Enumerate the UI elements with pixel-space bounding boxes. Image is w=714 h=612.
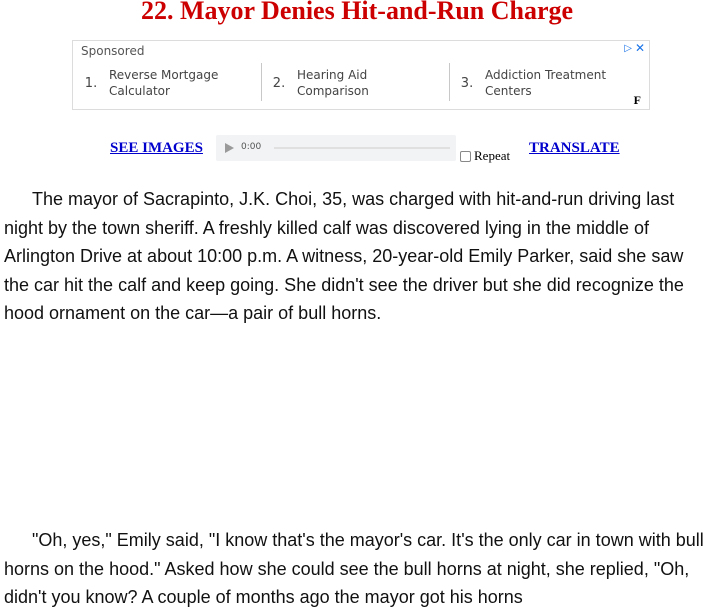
ad-item-number: 2. (272, 75, 286, 91)
sponsored-ad-panel (72, 40, 650, 110)
audio-player[interactable] (216, 135, 456, 161)
translate-link[interactable]: TRANSLATE (529, 140, 620, 156)
ad-item-number: 1. (84, 75, 98, 91)
article-paragraph: "Oh, yes," Emily said, "I know that's the mayor's car. It's the only car in town with bull horns on the hood." Asked how she could see the bull horns at night, she replied, "Oh, didn't you know? A couple of months ago the mayor got his horns (4, 530, 704, 607)
ad-item-label[interactable]: Hearing Aid Comparison (297, 68, 369, 98)
ad-item-number: 3. (460, 75, 474, 91)
close-icon[interactable]: ✕ (634, 41, 645, 55)
ad-item-label[interactable]: Addiction Treatment Centers (485, 68, 607, 98)
ad-item-label[interactable]: Reverse Mortgage Calculator (109, 68, 219, 98)
article-paragraph: The mayor of Sacrapinto, J.K. Choi, 35, was charged with hit-and-run driving last night by the town sheriff. A freshly killed calf was discovered lying in the middle of Arlington Drive at about 10:00 p.m. A witness, 20-year-old Emily Parker, said she saw the car hit the calf and keep going. She didn't see the driver but she did recognize the hood ornament on the car—a pair of bull horns. (4, 189, 684, 323)
article-title: 22. Mayor Denies Hit-and-Run Charge (140, 0, 574, 25)
repeat-toggle[interactable] (460, 148, 510, 164)
see-images-link[interactable]: SEE IMAGES (110, 140, 203, 156)
article-toolbar (0, 132, 714, 164)
sponsored-label: Sponsored (81, 44, 145, 58)
ad-choices-icon[interactable]: ▷ (624, 43, 632, 54)
ad-item-1[interactable] (73, 63, 261, 103)
ad-choices-close-icon[interactable] (624, 41, 645, 55)
ad-brand-mark: F (633, 93, 641, 107)
audio-time: 0:00 (241, 142, 262, 152)
play-icon[interactable] (225, 143, 234, 153)
ad-item-3[interactable] (449, 63, 637, 103)
repeat-checkbox[interactable] (460, 151, 471, 162)
repeat-label: Repeat (474, 148, 511, 163)
audio-progress-track[interactable] (274, 147, 450, 149)
ad-item-2[interactable] (261, 63, 449, 103)
